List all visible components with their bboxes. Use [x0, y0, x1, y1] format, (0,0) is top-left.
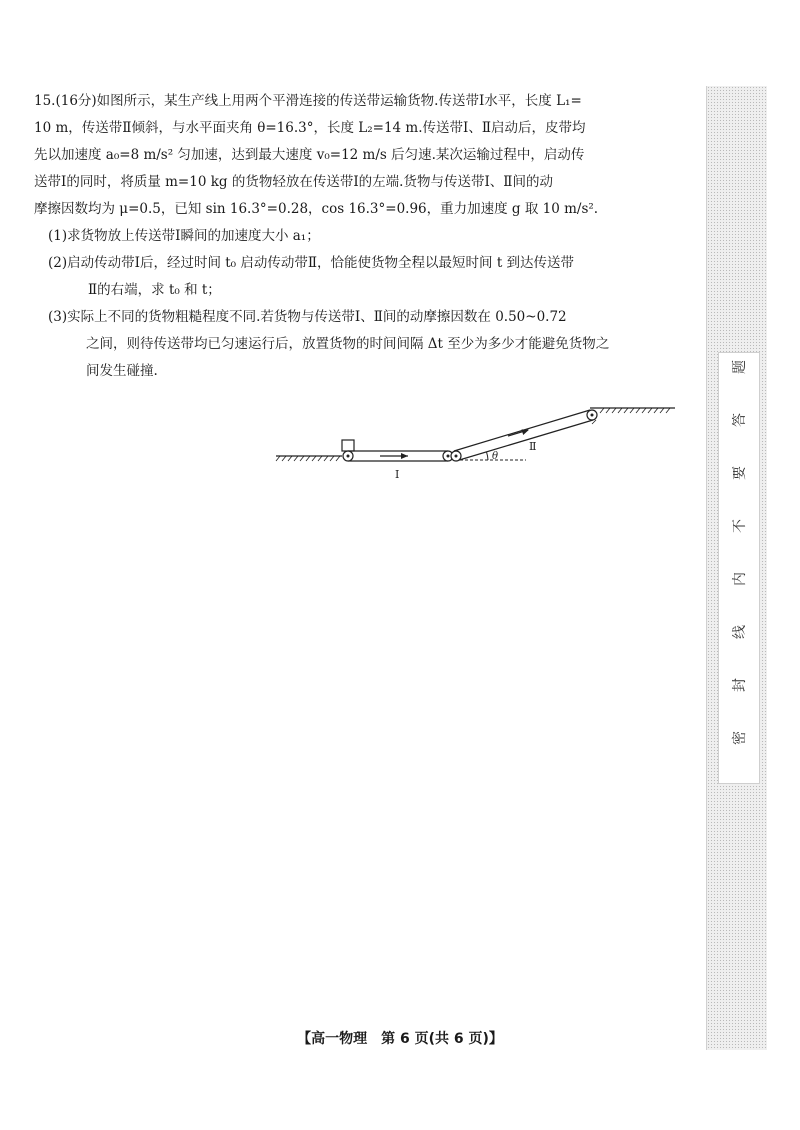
seal-char-2: 答 [732, 413, 748, 427]
stem-line-4: 送带Ⅰ的同时，将质量 m=10 kg 的货物轻放在传送带Ⅰ的左端.货物与传送带Ⅰ、Ⅱ间的动 [34, 174, 553, 190]
question-3-line-1: (3)实际上不同的货物粗糙程度不同.若货物与传送带Ⅰ、Ⅱ间的动摩擦因数在 0.50~0.72 [48, 309, 567, 325]
seal-char-5: 内 [732, 572, 748, 586]
left-ground-hatch [276, 456, 340, 461]
cargo-box [342, 440, 354, 451]
page-footer: 【高一物理 第 6 页(共 6 页)】 [297, 1031, 503, 1047]
seal-line-notice [718, 352, 760, 784]
problem-15 [34, 88, 684, 385]
seal-char-6: 线 [732, 625, 748, 639]
question-3-line-3: 间发生碰撞. [86, 363, 158, 379]
seal-char-7: 封 [732, 678, 748, 692]
question-2-line-2: Ⅱ的右端，求 t₀ 和 t； [88, 282, 221, 298]
conveyor-diagram [270, 398, 690, 488]
seal-char-1: 题 [732, 360, 748, 374]
seal-char-4: 不 [732, 519, 748, 533]
stem-line-5: 摩擦因数均为 μ=0.5，已知 sin 16.3°=0.28，cos 16.3°=0.96，重力加速度 g 取 10 m/s². [34, 201, 599, 217]
question-2-line-1: (2)启动传动带Ⅰ后，经过时间 t₀ 启动传动带Ⅱ，恰能使货物全程以最短时间 t 到达传送带 [48, 255, 575, 271]
stem-line-2: 10 m，传送带Ⅱ倾斜，与水平面夹角 θ=16.3°，长度 L₂=14 m.传送带Ⅰ、Ⅱ启动后，皮带均 [34, 120, 586, 136]
question-3-line-2: 之间，则待传送带均已匀速运行后，放置货物的时间间隔 Δt 至少为多少才能避免货物之 [86, 336, 610, 352]
angle-label: θ [492, 451, 499, 462]
right-ground-hatch [600, 408, 670, 413]
belt-2-bottom [456, 420, 593, 461]
belt-1-label: Ⅰ [395, 468, 400, 481]
stem-line-1: 15.(16分)如图所示，某生产线上用两个平滑连接的传送带运输货物.传送带Ⅰ水平，长度 L₁= [34, 93, 582, 109]
seal-char-8: 密 [732, 731, 748, 745]
question-1: (1)求货物放上传送带Ⅰ瞬间的加速度大小 a₁； [48, 228, 320, 244]
seal-char-3: 要 [732, 466, 748, 480]
conveyor-figure [270, 398, 690, 488]
stem-line-3: 先以加速度 a₀=8 m/s² 匀加速，达到最大速度 v₀=12 m/s 后匀速.某次运输过程中，启动传 [34, 147, 585, 163]
belt-2-label: Ⅱ [529, 440, 537, 453]
angle-arc [487, 452, 489, 460]
